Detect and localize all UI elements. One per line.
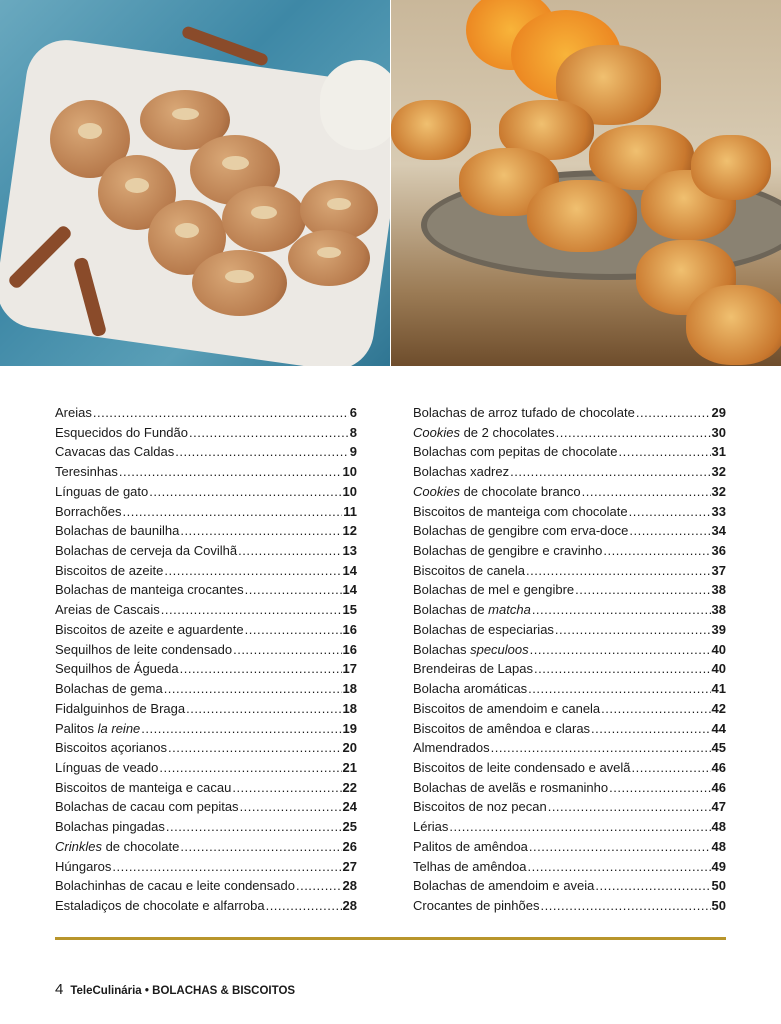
dot-leader [93,403,349,423]
entry-title-text: Esquecidos do Fundão [55,424,188,440]
toc-entry[interactable] [413,719,726,739]
entry-title [413,699,600,719]
dot-leader [189,423,349,443]
toc-entry[interactable] [55,482,357,502]
entry-page-number: 14 [342,562,357,578]
entry-title-text: Borrachões [55,503,122,519]
entry-title-text: Bolachas de especiarias [413,621,554,637]
entry-page-number: 28 [342,878,357,894]
entry-title-text: Bolachas de gema [55,681,163,697]
entry-title-text: Bolacha aromáticas [413,681,528,697]
toc-entry[interactable] [55,600,357,620]
entry-page-number: 16 [342,641,357,657]
entry-title [55,778,231,798]
dot-leader [233,640,341,660]
entry-title-text: Cavacas das Caldas [55,444,175,460]
toc-entry[interactable] [413,857,726,877]
cookie [288,230,370,286]
entry-title [413,659,533,679]
toc-entry[interactable] [413,403,726,423]
entry-title [413,403,635,423]
entry-title-text: Bolachas de gengibre com erva-doce [413,523,629,539]
entry-title-text: Bolachas de mel e gengibre [413,582,575,598]
toc-entry[interactable] [413,620,726,640]
entry-title-text: Bolachas [413,641,471,657]
entry-title [55,699,185,719]
dot-leader [245,620,342,640]
toc-entry[interactable] [55,561,357,581]
cookie [192,250,287,316]
entry-title-text: Bolachas com pepitas de chocolate [413,444,618,460]
entry-title-text: Bolachas de gengibre e cravinho [413,543,603,559]
entry-page-number: 18 [342,700,357,716]
dot-leader [238,541,341,561]
dot-leader [532,600,711,620]
entry-page-number: 44 [711,720,726,736]
entry-page-number: 18 [342,681,357,697]
entry-title [413,738,490,758]
entry-title-text: Bolachas de [413,602,489,618]
separator: • [144,985,149,997]
entry-title [413,442,618,462]
dot-leader [609,778,710,798]
dot-leader [119,462,342,482]
dot-leader [601,699,710,719]
toc-entry[interactable] [413,738,726,758]
toc-entry[interactable] [55,896,357,916]
entry-title [55,462,118,482]
cookie [686,285,781,365]
toc-entry[interactable] [413,580,726,600]
entry-title [413,896,539,916]
toc-entry[interactable] [413,541,726,561]
entry-title-text: Crocantes de pinhões [413,897,540,913]
dot-leader [595,876,710,896]
entry-title [413,423,555,443]
entry-title [55,482,148,502]
toc-entry[interactable] [55,758,357,778]
entry-title-text: Biscoitos açorianos [55,740,167,756]
dot-leader [232,778,341,798]
entry-title [55,600,160,620]
toc-column-right [413,403,726,916]
entry-title-text: de chocolate branco [459,483,581,499]
dot-leader [175,442,349,462]
entry-page-number: 13 [342,543,357,559]
entry-page-number: 29 [711,405,726,420]
entry-page-number: 27 [342,858,357,874]
toc-entry[interactable] [55,580,357,600]
toc-entry[interactable] [55,738,357,758]
entry-title [55,857,111,877]
entry-page-number: 12 [342,523,357,539]
toc-entry[interactable] [413,817,726,837]
entry-title [55,521,179,541]
entry-page-number: 31 [711,444,726,460]
entry-title-text: Palitos de amêndoa [413,838,528,854]
photo-orange-cookies [391,0,781,366]
toc-entry[interactable] [413,659,726,679]
entry-page-number: 34 [711,523,726,539]
publication-title: BOLACHAS & BISCOITOS [152,985,296,997]
entry-title [413,561,525,581]
entry-page-number: 42 [711,700,726,716]
entry-title-text: Bolachas de cacau com pepitas [55,799,239,815]
entry-page-number: 24 [342,799,357,815]
entry-title [413,719,590,739]
dot-leader [632,758,711,778]
entry-title-text: Biscoitos de azeite [55,562,164,578]
entry-title [413,817,448,837]
entry-title-text: Biscoitos de amêndoa e claras [413,720,591,736]
entry-page-number: 26 [342,838,357,854]
entry-title [413,502,628,522]
entry-title-text: Palitos [55,720,98,736]
entry-title [413,521,628,541]
entry-title [413,482,581,502]
dot-leader [266,896,342,916]
dot-leader [180,521,341,541]
dot-leader [164,679,342,699]
entry-title-text: Areias de Cascais [55,602,160,618]
entry-title-text: Biscoitos de amendoim e canela [413,700,601,716]
entry-title [55,423,188,443]
entry-title-italic: Crinkles [55,838,102,854]
toc-entry[interactable] [55,403,357,423]
dot-leader [527,857,710,877]
toc-entry[interactable] [55,679,357,699]
entry-page-number: 36 [711,543,726,559]
dot-leader [548,797,711,817]
toc-entry[interactable] [413,502,726,522]
entry-title-text: Bolachas xadrez [413,464,510,480]
dot-leader [491,738,711,758]
entry-title-text: Bolachas de amendoim e aveia [413,878,595,894]
entry-title-text: Bolachas de avelãs e rosmaninho [413,779,609,795]
entry-page-number: 21 [342,759,357,775]
toc-entry[interactable] [55,659,357,679]
entry-page-number: 20 [342,740,357,756]
entry-title [413,679,527,699]
toc-entry[interactable] [413,462,726,482]
entry-title [55,580,244,600]
entry-title [413,620,554,640]
entry-page-number: 25 [342,819,357,835]
dot-leader [149,482,341,502]
toc-entry[interactable] [55,462,357,482]
dot-leader [245,580,342,600]
entry-title [413,600,531,620]
toc-entry[interactable] [55,857,357,877]
entry-page-number: 46 [711,779,726,795]
dot-leader [161,600,342,620]
entry-title [55,541,237,561]
entry-page-number: 48 [711,819,726,835]
entry-title-text: Biscoitos de canela [413,562,526,578]
toc-entry[interactable] [413,442,726,462]
entry-title [55,719,140,739]
entry-title-text: Sequilhos de leite condensado [55,641,233,657]
dot-leader [186,699,341,719]
entry-title-text: Bolachas de arroz tufado de chocolate [413,405,635,420]
entry-title-italic: Cookies [413,424,460,440]
entry-page-number: 48 [711,838,726,854]
entry-title-italic: matcha [488,602,531,618]
entry-page-number: 49 [711,858,726,874]
toc-entry[interactable] [55,699,357,719]
dot-leader [540,896,710,916]
dot-leader [510,462,710,482]
entry-page-number: 32 [711,464,726,480]
dot-leader [619,442,711,462]
entry-title [55,403,92,423]
entry-page-number: 9 [349,444,357,460]
toc-entry[interactable] [413,679,726,699]
toc-entry[interactable] [413,778,726,798]
entry-page-number: 10 [342,483,357,499]
entry-title-text: Bolachas pingadas [55,819,165,835]
entry-page-number: 16 [342,621,357,637]
dot-leader [296,876,342,896]
toc-entry[interactable] [55,817,357,837]
entry-page-number: 17 [342,661,357,677]
entry-title [413,778,608,798]
dot-leader [159,758,341,778]
toc-entry[interactable] [55,719,357,739]
entry-title [413,541,602,561]
entry-title [413,640,529,660]
page-footer [55,981,295,998]
peanut-bowl [320,60,390,150]
toc-entry[interactable] [55,797,357,817]
entry-title-text: de 2 chocolates [459,424,555,440]
dot-leader [526,561,711,581]
brand-name: TeleCulinária [70,985,142,997]
entry-title [55,837,179,857]
entry-title [413,462,509,482]
entry-title [55,797,239,817]
entry-title [55,679,163,699]
entry-title-italic: Cookies [413,483,460,499]
entry-page-number: 30 [711,424,726,440]
dot-leader [240,797,342,817]
toc-entry[interactable] [413,837,726,857]
toc-entry[interactable] [55,620,357,640]
entry-title-text: Línguas de gato [55,483,149,499]
entry-title-text: Bolachas de manteiga crocantes [55,582,244,598]
entry-title-text: Sequilhos de Águeda [55,661,179,677]
entry-page-number: 40 [711,641,726,657]
entry-page-number: 39 [711,621,726,637]
entry-title-text: Lérias [413,819,449,835]
toc-entry[interactable] [413,423,726,443]
dot-leader [530,640,711,660]
entry-title-text: Bolachas de cerveja da Covilhã [55,543,238,559]
toc-entry[interactable] [55,541,357,561]
entry-title-text: Húngaros [55,858,112,874]
entry-page-number: 14 [342,582,357,598]
entry-title-italic: speculoos [470,641,529,657]
toc-entry[interactable] [413,896,726,916]
dot-leader [180,659,342,679]
entry-title-text: Almendrados [413,740,490,756]
cookie [391,100,471,160]
entry-title [55,659,179,679]
toc-entry[interactable] [413,521,726,541]
toc-column-left [55,403,357,916]
dot-leader [591,719,710,739]
entry-title [55,758,158,778]
dot-leader [166,817,342,837]
toc-entry[interactable] [413,600,726,620]
toc-entry[interactable] [413,797,726,817]
cookie [691,135,771,200]
entry-page-number: 32 [711,483,726,499]
dot-leader [168,738,342,758]
entry-title-text: Teresinhas [55,464,118,480]
toc-entry[interactable] [413,482,726,502]
toc-entry[interactable] [55,876,357,896]
dot-leader [141,719,341,739]
toc-entry[interactable] [413,561,726,581]
dot-leader [122,502,342,522]
dot-leader [449,817,710,837]
entry-title [55,561,163,581]
entry-page-number: 37 [711,562,726,578]
entry-page-number: 50 [711,878,726,894]
entry-title-text: Bolachinhas de cacau e leite condensado [55,878,295,894]
toc-entry[interactable] [55,837,357,857]
dot-leader [529,837,711,857]
toc-entry[interactable] [413,758,726,778]
entry-page-number: 33 [711,503,726,519]
dot-leader [112,857,341,877]
entry-page-number: 19 [342,720,357,736]
entry-title [55,640,232,660]
entry-title [413,580,574,600]
entry-title [55,817,165,837]
toc-entry[interactable] [55,640,357,660]
entry-title [413,857,526,877]
entry-page-number: 10 [342,464,357,480]
toc-entry[interactable] [55,423,357,443]
page-number: 4 [55,981,64,998]
entry-title-text: de chocolate [101,838,180,854]
entry-title-italic: la reine [97,720,141,736]
dot-leader [534,659,711,679]
dot-leader [180,837,341,857]
toc-entry[interactable] [55,521,357,541]
entry-title-text: Biscoitos de manteiga e cacau [55,779,232,795]
entry-title [413,758,631,778]
entry-title [55,876,295,896]
entry-title [55,738,167,758]
entry-page-number: 28 [342,897,357,913]
entry-title [55,502,121,522]
entry-title [55,442,174,462]
entry-page-number: 38 [711,602,726,618]
entry-title-text: Biscoitos de noz pecan [413,799,547,815]
entry-page-number: 47 [711,799,726,815]
entry-page-number: 22 [342,779,357,795]
entry-title [55,896,265,916]
entry-page-number: 46 [711,759,726,775]
entry-page-number: 41 [711,681,726,697]
entry-title-text: Biscoitos de leite condensado e avelã [413,759,631,775]
dot-leader [603,541,710,561]
entry-title [55,620,244,640]
entry-title [413,876,594,896]
toc-entry[interactable] [413,699,726,719]
toc-entry[interactable] [413,640,726,660]
entry-page-number: 38 [711,582,726,598]
entry-page-number: 8 [349,424,357,440]
entry-page-number: 40 [711,661,726,677]
dot-leader [164,561,341,581]
entry-page-number: 6 [349,405,357,420]
entry-title-text: Fidalguinhos de Braga [55,700,186,716]
entry-page-number: 11 [343,503,357,519]
photo-cinnamon-peanut-cookies [0,0,390,366]
entry-title-text: Telhas de amêndoa [413,858,527,874]
entry-page-number: 45 [711,740,726,756]
toc-entry[interactable] [413,876,726,896]
dot-leader [528,679,710,699]
toc-entry[interactable] [55,778,357,798]
entry-title-text: Biscoitos de azeite e aguardente [55,621,244,637]
dot-leader [636,403,711,423]
divider-rule [55,937,726,940]
dot-leader [555,620,711,640]
entry-page-number: 50 [711,897,726,913]
dot-leader [629,521,710,541]
entry-title-text: Brendeiras de Lapas [413,661,533,677]
dot-leader [629,502,711,522]
entry-page-number: 15 [342,602,357,618]
entry-title-text: Línguas de veado [55,759,159,775]
entry-title-text: Estaladiços de chocolate e alfarroba [55,897,265,913]
cookie [527,180,637,252]
entry-title [413,797,547,817]
entry-title-text: Bolachas de baunilha [55,523,180,539]
entry-title-text: Biscoitos de manteiga com chocolate [413,503,628,519]
entry-title-text: Areias [55,405,92,420]
dot-leader [556,423,711,443]
dot-leader [575,580,710,600]
toc-entry[interactable] [55,442,357,462]
dot-leader [582,482,711,502]
toc-entry[interactable] [55,502,357,522]
entry-title [413,837,528,857]
